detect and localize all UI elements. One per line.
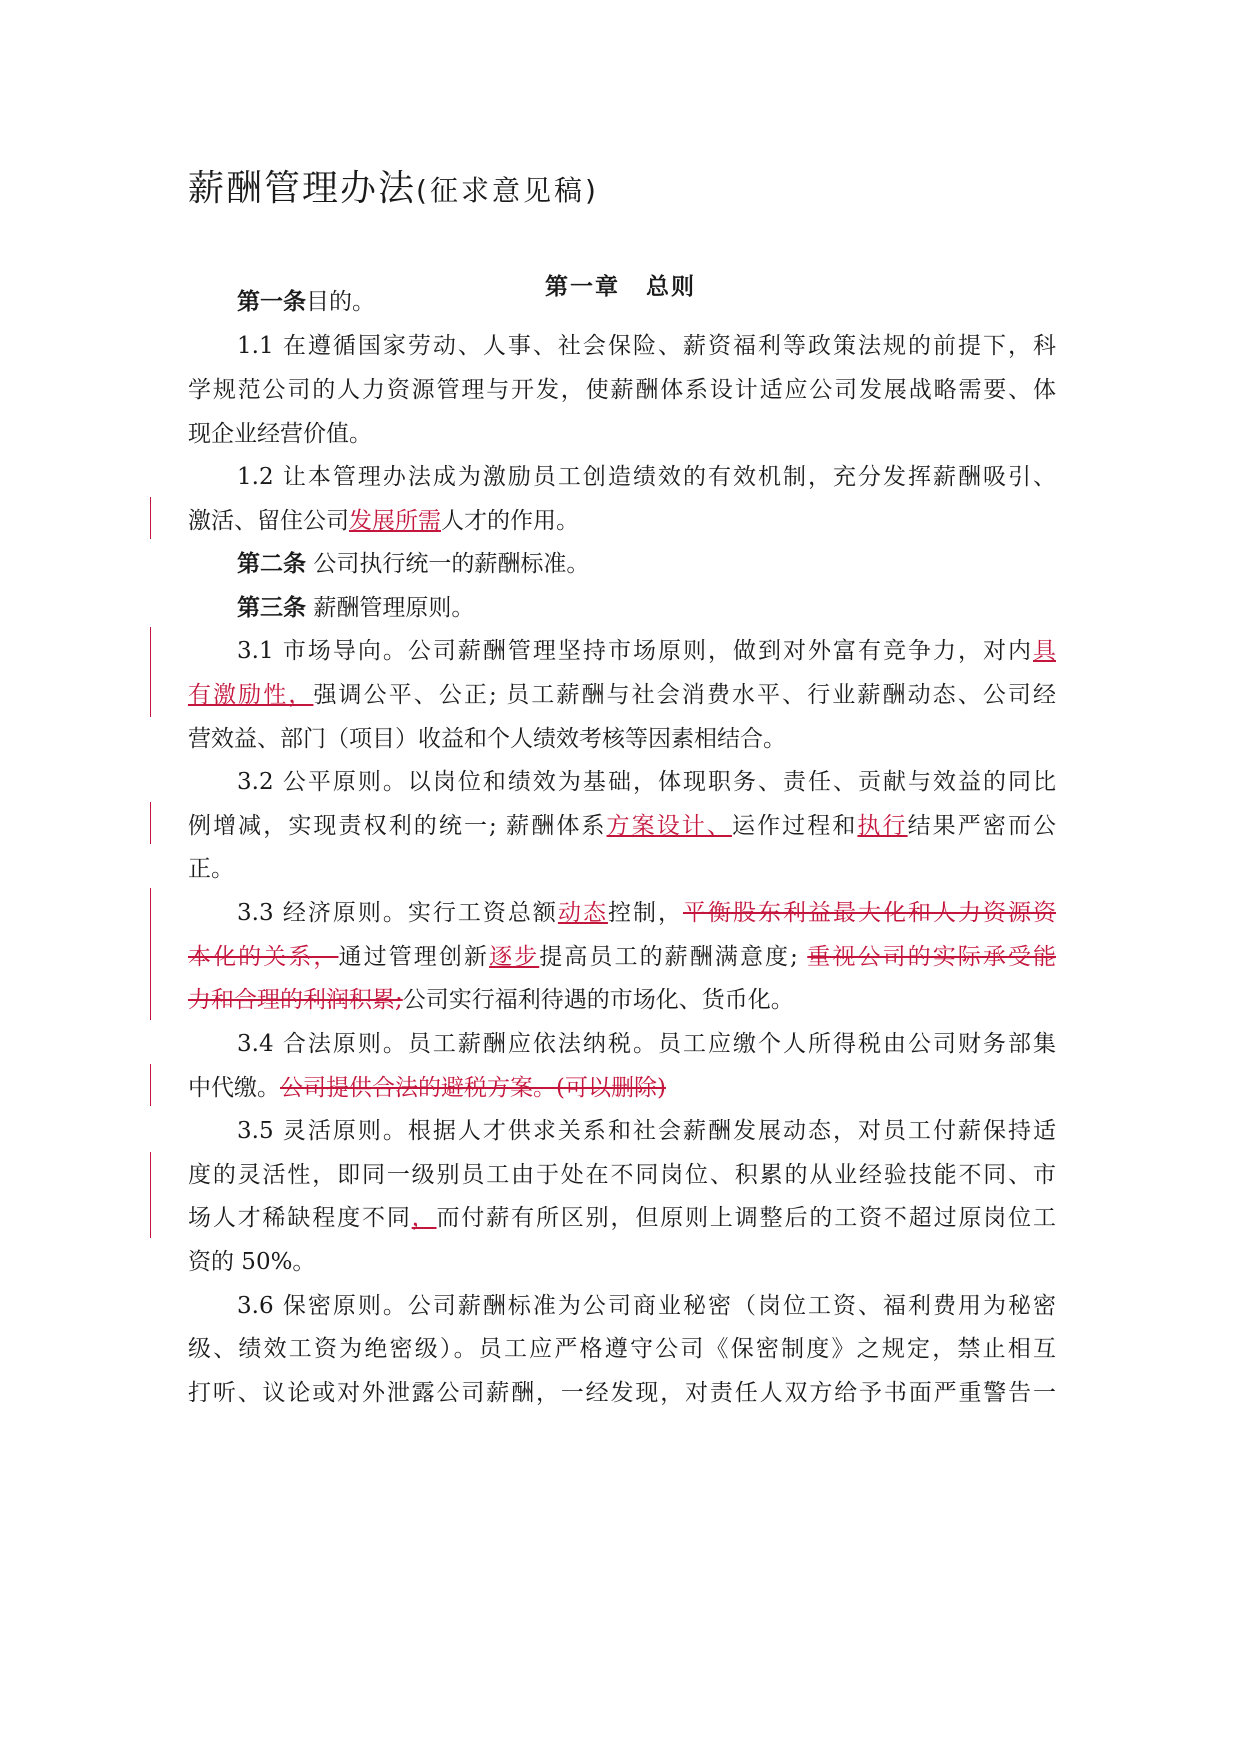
inserted-text: 动态: [557, 900, 608, 926]
paragraph-1-1-line-3: 现企业经营价值。: [188, 421, 372, 447]
paragraph-3-4-line-1: 3.4 合法原则。员工薪酬应依法纳税。员工应缴个人所得税由公司财务部集: [237, 1031, 1056, 1057]
paragraph-3-3-line-1: [237, 895, 1056, 931]
text-run: 中代缴。: [188, 1075, 280, 1101]
paragraph-3-3-line-2: [188, 939, 1056, 975]
deleted-text: 本化的关系，: [188, 944, 339, 970]
paragraph-1-1-line-1: 1.1 在遵循国家劳动、人事、社会保险、薪资福利等政策法规的前提下，科: [237, 333, 1056, 359]
article-label: 第二条: [237, 551, 306, 577]
revision-change-bar: [150, 627, 151, 717]
deleted-text: 公司提供合法的避税方案。(可以删除): [280, 1075, 666, 1101]
article-text: 目的。: [306, 289, 375, 315]
inserted-text: 方案设计、: [606, 813, 732, 839]
title-suffix: (征求意见稿): [416, 174, 599, 207]
text-run: 而付薪有所区别，但原则上调整后的工资不超过原岗位工: [436, 1205, 1057, 1231]
inserted-text: ，: [411, 1205, 437, 1231]
paragraph-3-1-line-2: [188, 677, 1056, 713]
deleted-text: 平衡股东利益最大化和人力资源资: [682, 900, 1057, 926]
paragraph-3-4-line-2: [188, 1070, 1056, 1106]
paragraph-3-2-line-3: 正。: [188, 856, 234, 882]
revision-change-bar: [150, 802, 151, 844]
revision-change-bar: [150, 497, 151, 539]
paragraph-3-6-line-2: 级、绩效工资为绝密级）。员工应严格遵守公司《保密制度》之规定，禁止相互: [188, 1336, 1056, 1362]
revision-change-bar: [150, 1152, 151, 1238]
inserted-text: 具: [1033, 638, 1056, 664]
text-run: 运作过程和: [731, 813, 858, 839]
text-run: 激活、留住公司: [188, 508, 349, 534]
text-run: 3.1 市场导向。公司薪酬管理坚持市场原则，做到对外富有竞争力，对内: [237, 638, 1033, 664]
paragraph-1-1-line-2: 学规范公司的人力资源管理与开发，使薪酬体系设计适应公司发展战略需要、体: [188, 377, 1056, 403]
inserted-text: 逐步: [489, 944, 540, 970]
text-run: 公司实行福利待遇的市场化、货币化。: [402, 987, 794, 1013]
paragraph-3-6-line-1: 3.6 保密原则。公司薪酬标准为公司商业秘密（岗位工资、福利费用为秘密: [237, 1293, 1056, 1319]
chapter-label: 第一章: [545, 274, 620, 300]
paragraph-3-5-line-3: [188, 1200, 1056, 1236]
revision-change-bar: [150, 1064, 151, 1106]
article-2: [237, 546, 1056, 582]
paragraph-3-1-line-3: 营效益、部门（项目）收益和个人绩效考核等因素相结合。: [188, 726, 786, 752]
paragraph-3-5-line-2: 度的灵活性，即同一级别员工由于处在不同岗位、积累的从业经验技能不同、市: [188, 1162, 1056, 1188]
article-label: 第一条: [237, 289, 306, 315]
text-run: 结果严密而公: [907, 813, 1057, 839]
text-run: 场人才稀缺程度不同: [188, 1205, 412, 1231]
document-title: [188, 160, 599, 211]
inserted-text: 执行: [857, 813, 908, 839]
text-run: 3.3 经济原则。实行工资总额: [237, 900, 558, 926]
paragraph-1-2-line-1: 1.2 让本管理办法成为激励员工创造绩效的有效机制，充分发挥薪酬吸引、: [237, 464, 1056, 490]
article-label: 第三条: [237, 595, 306, 621]
paragraph-3-3-line-3: [188, 982, 1056, 1018]
deleted-text: 力和合理的利润积累;: [188, 987, 403, 1013]
chapter-name: 总则: [646, 274, 696, 300]
article-1: [237, 284, 1056, 320]
paragraph-3-5-line-1: 3.5 灵活原则。根据人才供求关系和社会薪酬发展动态，对员工付薪保持适: [237, 1118, 1056, 1144]
paragraph-3-2-line-2: [188, 808, 1056, 844]
paragraph-3-5-line-4: 资的 50%。: [188, 1249, 316, 1275]
revision-change-bar: [150, 888, 151, 1020]
text-run: 强调公平、公正; 员工薪酬与社会消费水平、行业薪酬动态、公司经: [313, 682, 1057, 708]
article-text: 薪酬管理原则。: [313, 595, 475, 621]
text-run: 通过管理创新: [338, 944, 490, 970]
article-3: [237, 590, 1056, 626]
deleted-text: 重视公司的实际承受能: [807, 944, 1057, 970]
text-run: 提高员工的薪酬满意度;: [539, 944, 808, 970]
inserted-text: 有激励性，: [188, 682, 314, 708]
title-main: 薪酬管理办法: [188, 168, 417, 209]
paragraph-3-2-line-1: 3.2 公平原则。以岗位和绩效为基础，体现职务、责任、贡献与效益的同比: [237, 769, 1056, 795]
text-run: 例增减，实现责权利的统一; 薪酬体系: [188, 813, 607, 839]
paragraph-1-2-line-2: [188, 503, 1056, 539]
paragraph-3-6-line-3: 打听、议论或对外泄露公司薪酬，一经发现，对责任人双方给予书面严重警告一: [188, 1380, 1056, 1406]
paragraph-3-1-line-1: [237, 633, 1056, 669]
text-run: 控制，: [607, 900, 683, 926]
article-text: 公司执行统一的薪酬标准。: [313, 551, 590, 577]
inserted-text: 发展所需: [349, 508, 441, 534]
text-run: 人才的作用。: [441, 508, 579, 534]
